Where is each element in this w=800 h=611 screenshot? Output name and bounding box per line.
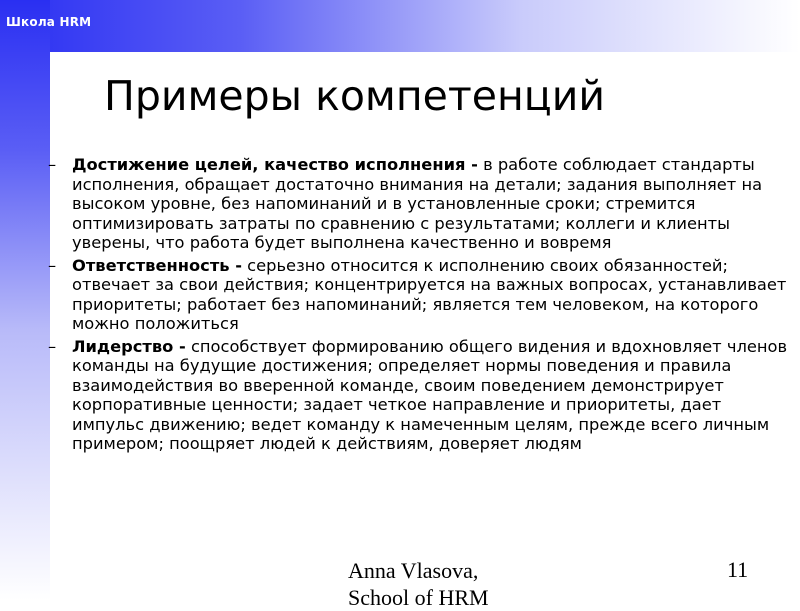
item-term: Достижение целей, качество исполнения - <box>72 155 478 174</box>
item-term: Ответственность - <box>72 255 242 275</box>
footer-author <box>348 557 489 611</box>
bullet-dash: – <box>48 255 57 275</box>
bullet-dash: – <box>48 155 57 174</box>
slide-title: Примеры компетенций <box>104 72 606 120</box>
brand-label: Школа HRM <box>6 15 92 29</box>
author-name: Anna Vlasova, <box>348 558 479 583</box>
item-term: Лидерство - <box>72 336 186 356</box>
list-item-responsibility <box>48 256 796 334</box>
item-text: способствует формированию общего видения и вдохновляет членов команды на будущие достижения; определяет нормы поведения и правила взаимодействия во вверенной команде, своим поведением демонстрирует корпоративные ценности; задает четкое направление и приоритеты, дает импульс движению; ведет команду к намеченным целям, прежде всего личным примером; поощряет людей к действиям, доверяет людям <box>72 336 788 453</box>
left-gradient-band <box>0 0 50 600</box>
item-text: в работе соблюдает стандарты исполнения, обращает достаточно внимания на детали; задания выполняет на высоком уровне, без напоминаний и в установленные сроки; стремится оптимизировать затраты по сравнению с результатами; коллеги и клиенты уверены, что работа будет выполнена качественно и вовремя <box>72 155 763 252</box>
list-item-leadership <box>48 337 796 454</box>
competency-list <box>48 155 796 457</box>
bullet-dash: – <box>48 336 57 356</box>
author-school: School of HRM <box>348 585 489 610</box>
page-number: 11 <box>727 557 749 582</box>
list-item-goals <box>48 155 796 253</box>
header-gradient-band <box>0 0 800 52</box>
item-text: серьезно относится к исполнению своих обязанностей; отвечает за свои действия; концентрируется на важных вопросах, устанавливает приоритеты; работает без напоминаний; является тем человеком, на которого можно положиться <box>72 255 787 333</box>
